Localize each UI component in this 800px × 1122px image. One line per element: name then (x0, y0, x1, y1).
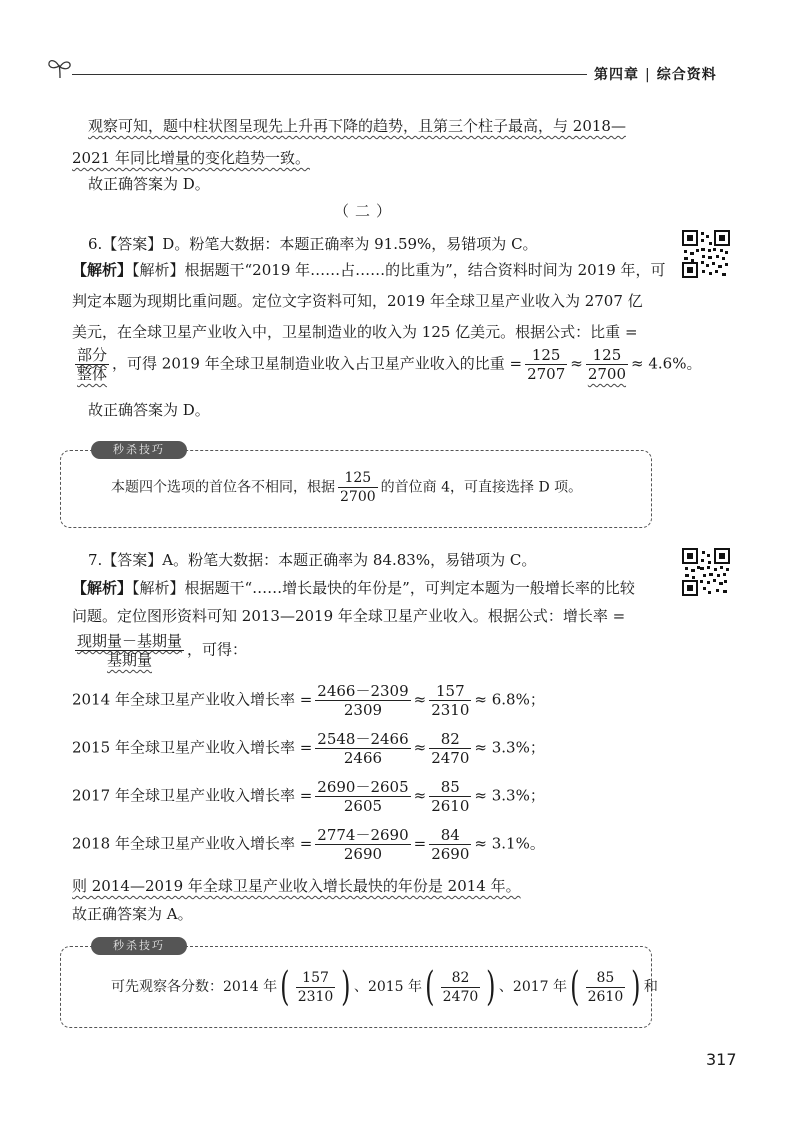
calc-row: 2014 年全球卫星产业收入增长率 = $\frac{2466-2309}{2309}$ ≈ $\frac{157}{2310}$ ≈ 6.8%； (72, 682, 545, 719)
q7-analysis-1-text: 【解析】根据题干“……增长最快的年份是”，可判定本题为一般增长率的比较 (132, 579, 635, 597)
q7-formula-line: $\frac{\text{现期量－基期量}}{\text{基期量}}$ ，可得： (77, 632, 248, 669)
running-header: 第四章 | 综合资料 (594, 67, 717, 83)
q6-formula-line: $\frac{\text{部分}}{\text{整体}}$ ，可得 2019 年全球卫星制造业收入占卫星产业收入的比重 = $\frac{125}{2707}$ ≈ $\frac{125}{2700}$ ≈ 4.6%。 (77, 346, 702, 383)
q6-answer-head: 6.【答案】D。粉笔大数据：本题正确率为 91.59%，易错项为 C。 (88, 235, 538, 253)
q7-analysis-1: 【解析】【解析】根据题干“……增长最快的年份是”，可判定本题为一般增长率的比较 (72, 579, 635, 597)
tip-1-text: 本题四个选项的首位各不相同，根据 $\frac{125}{2700}$ 的首位商 4，可直接选择 D 项。 (111, 470, 583, 505)
section-title: （二） (334, 202, 398, 220)
fraction: $\frac{125}{2700}$ (587, 346, 627, 383)
intro-line-2: 2021 年同比增量的变化趋势一致。 (72, 149, 310, 167)
q6-answer: 故正确答案为 D。 (88, 401, 210, 419)
intro-answer: 故正确答案为 D。 (88, 175, 210, 193)
qr-code-icon[interactable] (682, 548, 730, 596)
tip-badge: 秒杀技巧 (91, 937, 187, 955)
tip-badge: 秒杀技巧 (91, 441, 187, 459)
tip-2-text: 可先观察各分数：2014 年( $\frac{157}{2310}$ ) 、2015 年( $\frac{82}{2470}$ ) 、2017 年( $\frac{85}{2610}$ ) 和 (111, 964, 658, 1010)
q7-analysis-2: 问题。定位图形资料可知 2013—2019 年全球卫星产业收入。根据公式：增长率 = (72, 607, 626, 625)
q7-conclusion: 则 2014—2019 年全球卫星产业收入增长最快的年份是 2014 年。 (72, 877, 521, 895)
tip-box-2 (60, 939, 658, 1028)
intro-line-1: 观察可知，题中柱状图呈现先上升再下降的趋势，且第三个柱子最高，与 2018— (88, 117, 626, 135)
sprout-icon (46, 56, 74, 80)
page-number: 317 (706, 1050, 737, 1069)
section-label: 综合资料 (656, 67, 717, 83)
q6-analysis-1: 【解析】【解析】根据题干“2019 年……占……的比重为”，结合资料时间为 2019 年，可 (72, 261, 666, 279)
qr-code-icon[interactable] (682, 230, 730, 278)
q7-answer-head: 7.【答案】A。粉笔大数据：本题正确率为 84.83%，易错项为 C。 (88, 551, 537, 569)
chapter-label: 第四章 (594, 67, 639, 83)
calc-row: 2018 年全球卫星产业收入增长率 = $\frac{2774-2690}{2690}$ = $\frac{84}{2690}$ ≈ 3.1%。 (72, 826, 545, 863)
header-rule (72, 74, 587, 75)
ratio-formula: $\frac{\text{部分}}{\text{整体}}$ (77, 346, 108, 383)
fraction: $\frac{125}{2707}$ (527, 346, 566, 383)
q7-answer: 故正确答案为 A。 (72, 905, 193, 923)
q6-analysis-3: 美元，在全球卫星产业收入中，卫星制造业的收入为 125 亿美元。根据公式：比重 = (72, 323, 638, 341)
growth-formula: $\frac{\text{现期量－基期量}}{\text{基期量}}$ (77, 632, 183, 669)
tip-box-1 (60, 443, 652, 528)
calc-row: 2015 年全球卫星产业收入增长率 = $\frac{2548-2466}{2466}$ ≈ $\frac{82}{2470}$ ≈ 3.3%； (72, 730, 545, 767)
calc-row: 2017 年全球卫星产业收入增长率 = $\frac{2690-2605}{2605}$ ≈ $\frac{85}{2610}$ ≈ 3.3%； (72, 778, 545, 815)
q6-analysis-1-text: 【解析】根据题干“2019 年……占……的比重为”，结合资料时间为 2019 年，可 (132, 261, 666, 279)
q6-analysis-2: 判定本题为现期比重问题。定位文字资料可知，2019 年全球卫星产业收入为 2707 亿 (72, 292, 643, 310)
